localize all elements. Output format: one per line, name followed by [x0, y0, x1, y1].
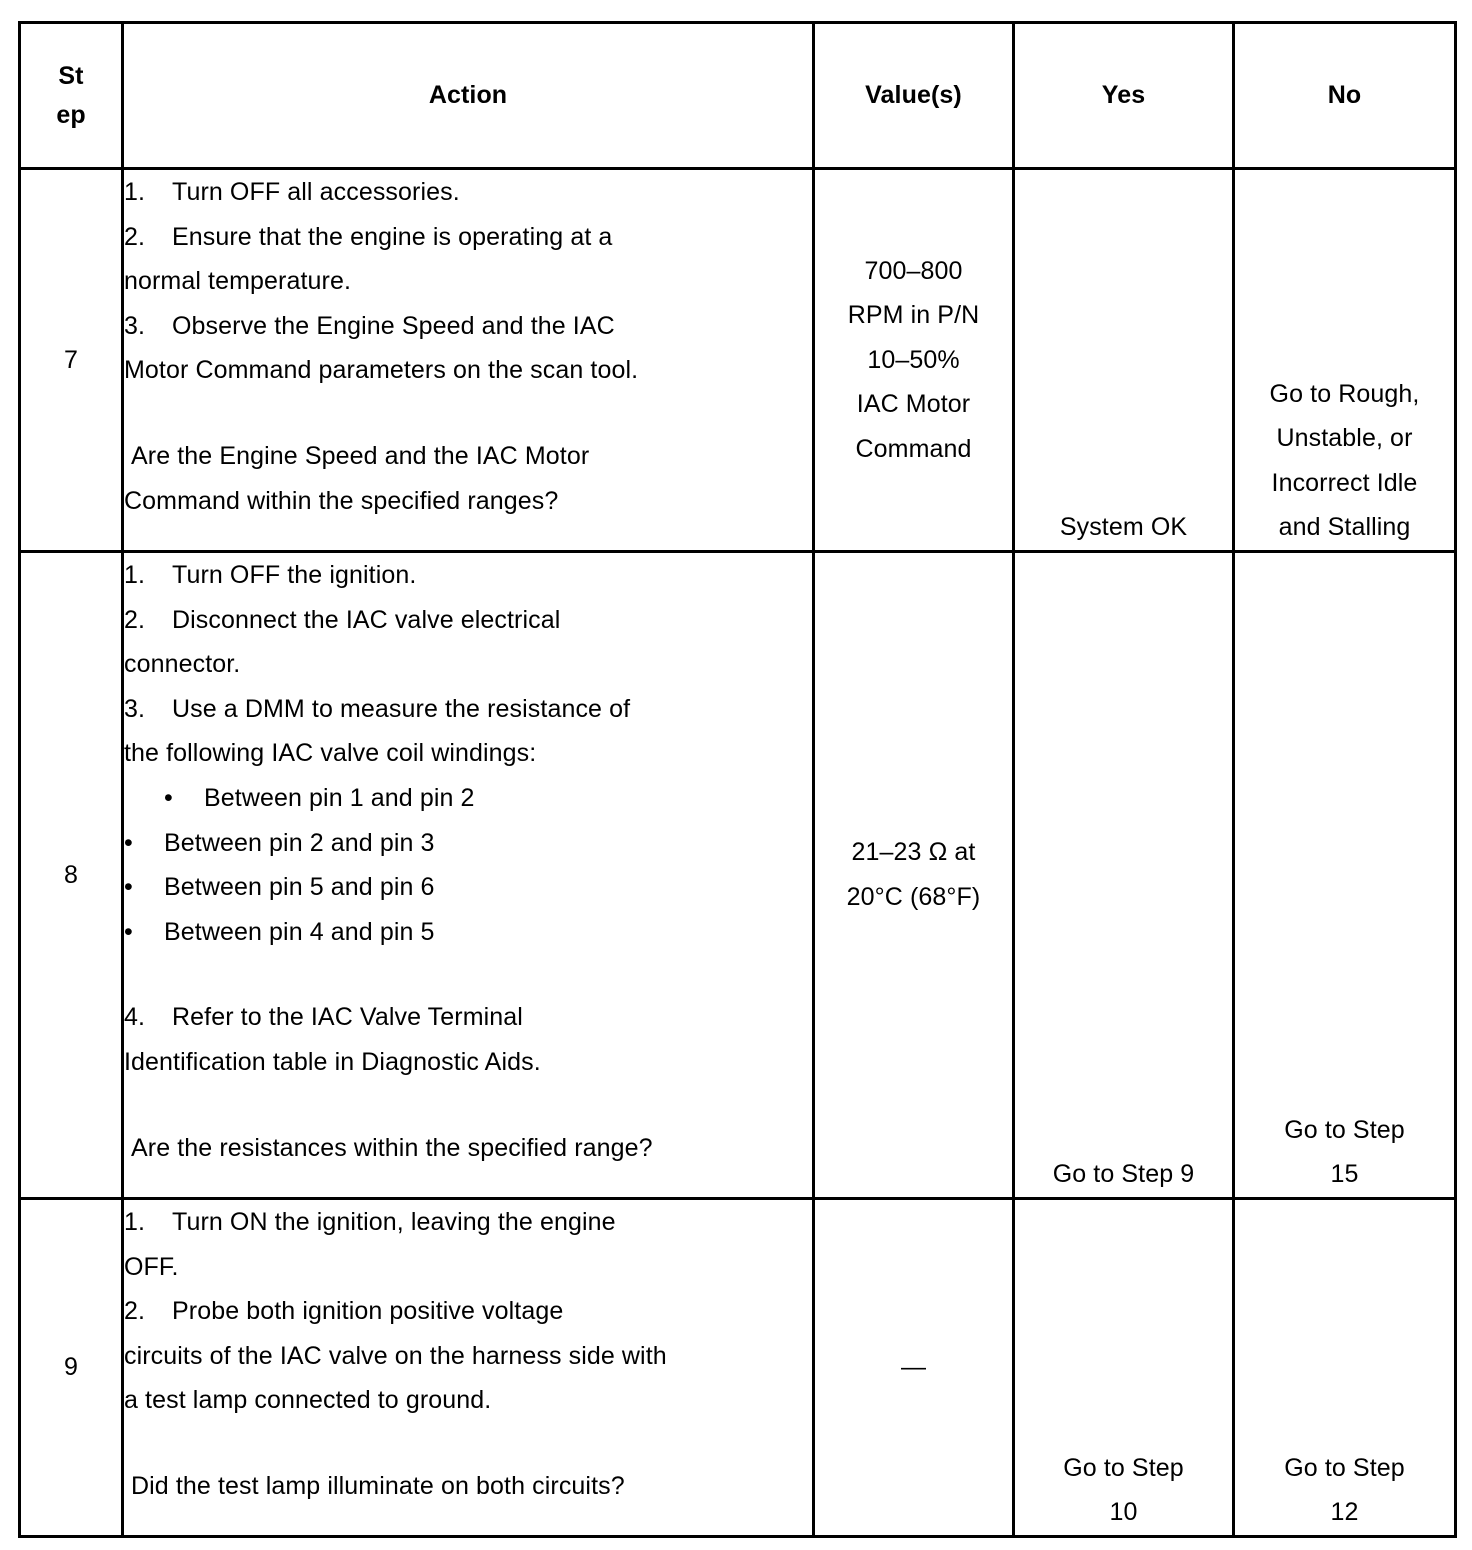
header-yes: Yes — [1014, 23, 1234, 169]
action-line: a test lamp connected to ground. — [124, 1386, 492, 1415]
table-row-step-8 — [20, 552, 1456, 1199]
action-line: 2. Disconnect the IAC valve electrical — [124, 605, 561, 634]
action-cell — [123, 169, 814, 552]
header-values: Value(s) — [814, 23, 1014, 169]
step-number: 8 — [20, 552, 123, 1199]
header-no: No — [1234, 23, 1456, 169]
header-row — [20, 23, 1456, 169]
action-line: 2. Ensure that the engine is operating at a — [124, 222, 613, 251]
yes-cell: Go to Step 9 — [1014, 552, 1234, 1199]
bullet-item: • Between pin 1 and pin 2 — [164, 783, 475, 812]
action-line: 3. Observe the Engine Speed and the IAC — [124, 311, 615, 340]
action-line: 1. Turn OFF all accessories. — [124, 178, 460, 206]
step-number: 9 — [20, 1199, 123, 1537]
header-action: Action — [123, 23, 814, 169]
action-line: Motor Command parameters on the scan tool. — [124, 356, 639, 385]
step-number: 7 — [20, 169, 123, 552]
header-step: St ep — [20, 23, 123, 169]
action-line: OFF. — [124, 1252, 179, 1281]
action-cell — [123, 552, 814, 1199]
action-line: 4. Refer to the IAC Valve Terminal — [124, 1003, 523, 1032]
question-line: Command within the specified ranges? — [124, 486, 559, 515]
values-cell: — — [814, 1199, 1014, 1537]
yes-cell: Go to Step 10 — [1014, 1199, 1234, 1537]
bullet-item: • Between pin 2 and pin 3 — [124, 828, 435, 857]
values-cell: 21–23 Ω at 20°C (68°F) — [814, 552, 1014, 1199]
action-line: the following IAC valve coil windings: — [124, 739, 537, 768]
question-line: Did the test lamp illuminate on both circuits? — [131, 1471, 625, 1500]
action-cell — [123, 1199, 814, 1537]
table-row-step-7 — [20, 169, 1456, 552]
action-line: Identification table in Diagnostic Aids. — [124, 1047, 541, 1076]
action-line: 2. Probe both ignition positive voltage — [124, 1297, 564, 1326]
values-cell: 700–800 RPM in P/N 10–50% IAC Motor Command — [814, 169, 1014, 552]
action-line: circuits of the IAC valve on the harness side with — [124, 1341, 667, 1370]
bullet-item: • Between pin 4 and pin 5 — [124, 917, 435, 946]
no-cell: Go to Rough, Unstable, or Incorrect Idle and Stalling — [1234, 169, 1456, 552]
bullet-item: • Between pin 5 and pin 6 — [124, 873, 435, 902]
diagnostic-table — [18, 21, 1457, 1538]
no-cell: Go to Step 15 — [1234, 552, 1456, 1199]
no-cell: Go to Step 12 — [1234, 1199, 1456, 1537]
question-line: Are the Engine Speed and the IAC Motor — [131, 441, 590, 470]
action-line: connector. — [124, 650, 241, 679]
action-line: 1. Turn ON the ignition, leaving the engine — [124, 1208, 616, 1236]
action-line: normal temperature. — [124, 267, 351, 296]
action-line: 1. Turn OFF the ignition. — [124, 561, 417, 589]
table-row-step-9 — [20, 1199, 1456, 1537]
question-line: Are the resistances within the specified range? — [131, 1133, 653, 1162]
yes-cell: System OK — [1014, 169, 1234, 552]
action-line: 3. Use a DMM to measure the resistance of — [124, 694, 631, 723]
